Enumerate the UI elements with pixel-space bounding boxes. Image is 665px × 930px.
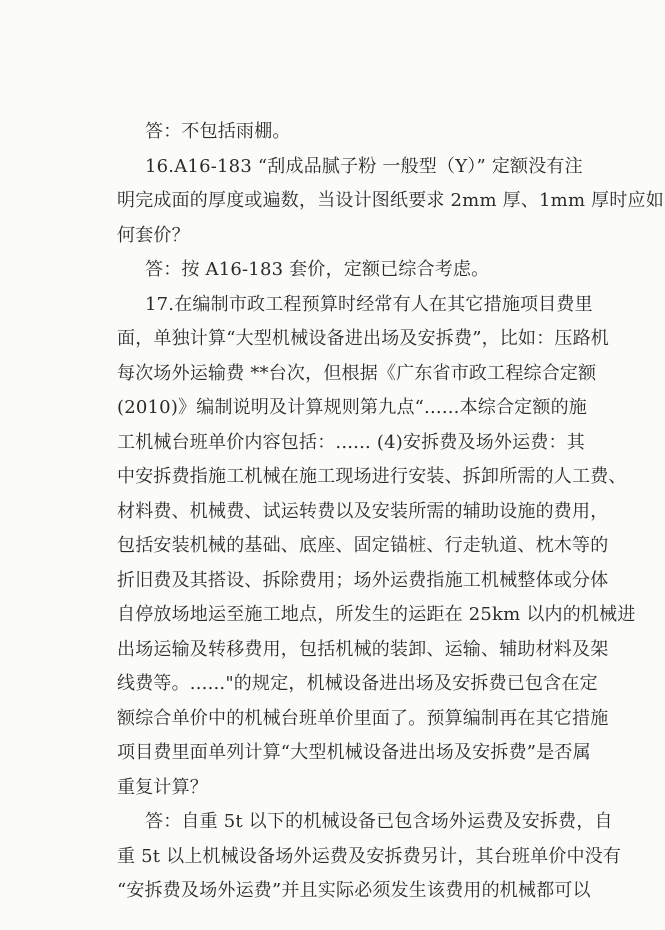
question-17-line: 线费等。......"的规定，机械设备进出场及安拆费已包含在定 bbox=[117, 673, 598, 694]
question-17-line: 材料费、机械费、试运转费以及安装所需的辅助设施的费用， bbox=[117, 501, 609, 522]
question-17-line: 每次场外运输费 **台次，但根据《广东省市政工程综合定额 bbox=[117, 363, 597, 384]
question-17-line: 面，单独计算“大型机械设备进出场及安拆费”，比如：压路机 bbox=[117, 328, 610, 349]
question-17-line: 折旧费及其搭设、拆除费用；场外运费指施工机械整体或分体 bbox=[117, 570, 609, 591]
question-17-line: 工机械台班单价内容包括：...... (4)安拆费及场外运费：其 bbox=[117, 432, 585, 453]
question-17-line: 出场运输及转移费用，包括机械的装卸、运输、辅助材料及架 bbox=[117, 639, 609, 660]
answer-16-line: 答：按 A16-183 套价，定额已综合考虑。 bbox=[145, 259, 490, 280]
question-17-line: 包括安装机械的基础、底座、固定锚桩、行走轨道、枕木等的 bbox=[117, 535, 609, 556]
question-17-line: 额综合单价中的机械台班单价里面了。预算编制再在其它措施 bbox=[117, 708, 609, 729]
question-16-line: 明完成面的厚度或遍数，当设计图纸要求 2mm 厚、1mm 厚时应如 bbox=[117, 190, 664, 211]
question-16-line: 何套价？ bbox=[117, 225, 190, 246]
question-16-line: 16.A16-183 “刮成品腻子粉 一般型（Y）” 定额没有注 bbox=[145, 156, 583, 177]
answer-17-line: 答：自重 5t 以下的机械设备已包含场外运费及安拆费，自 bbox=[145, 811, 613, 832]
question-17-line: (2010)》编制说明及计算规则第九点“......本综合定额的施 bbox=[117, 397, 587, 418]
question-17-line: 项目费里面单列计算“大型机械设备进出场及安拆费”是否属 bbox=[117, 742, 591, 763]
answer-17-line: 重 5t 以上机械设备场外运费及安拆费另计，其台班单价中没有 bbox=[117, 846, 622, 867]
answer-line: 答：不包括雨棚。 bbox=[145, 121, 291, 142]
question-17-line: 自停放场地运至施工地点，所发生的运距在 25km 以内的机械进 bbox=[117, 604, 636, 625]
question-17-line: 中安拆费指施工机械在施工现场进行安装、拆卸所需的人工费、 bbox=[117, 466, 627, 487]
question-17-line: 17.在编制市政工程预算时经常有人在其它措施项目费里 bbox=[145, 294, 593, 315]
question-17-line: 重复计算？ bbox=[117, 777, 208, 798]
answer-17-line: “安拆费及场外运费”并且实际必须发生该费用的机械都可以 bbox=[117, 880, 591, 901]
